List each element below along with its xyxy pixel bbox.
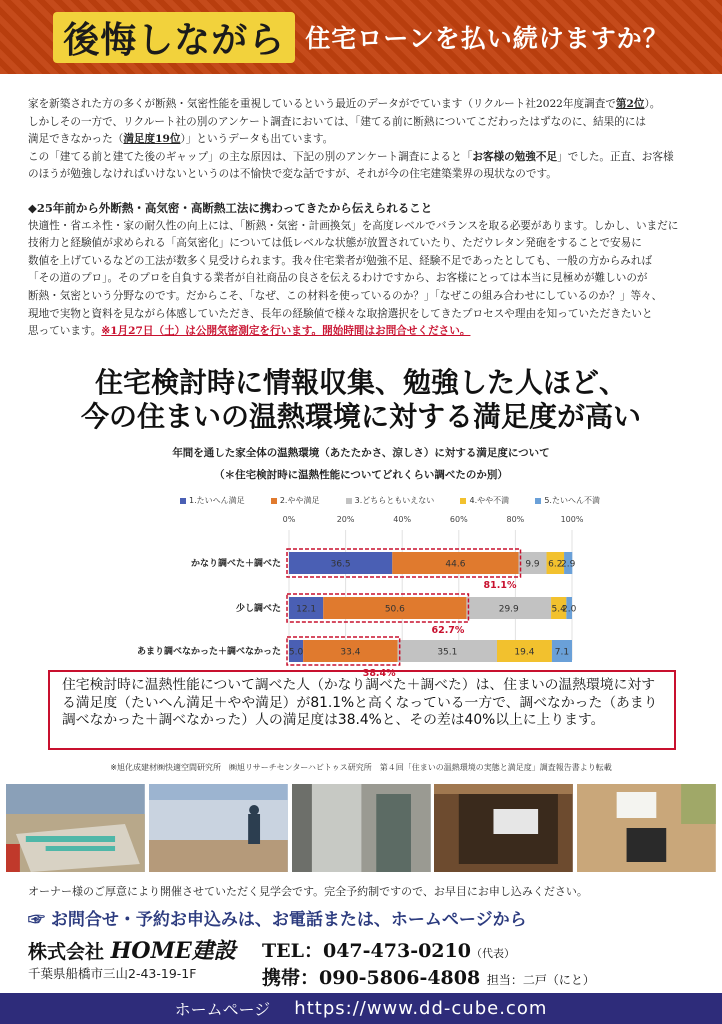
- category-label: 少し調べた: [235, 604, 281, 614]
- source-citation: ※旭化成建材㈱快適空間研究所 ㈱旭リサーチセンターハビトゥス研究所 第４回「住まいの温熱環境の実態と満足度」調査報告書より転載: [110, 763, 612, 772]
- header-banner: [0, 0, 722, 74]
- category-label: かなり調べた＋調べた: [190, 559, 281, 569]
- survey-headline-line-2: 今の住まいの温熱環境に対する満足度が高い: [80, 400, 641, 433]
- data-label: 7.1: [554, 647, 570, 658]
- section-line: 現地で実物と資料を見ながら体感していただき、長年の経験値で様々な取捨選択をしてきたプロセスや理由を知っていただきたいと: [28, 307, 653, 320]
- floor-hatch-photo: [577, 784, 716, 872]
- data-label: 9.9: [525, 559, 540, 570]
- legend-item: 1.たいへん満足: [180, 495, 245, 506]
- legend-item: 2.やや満足: [271, 495, 320, 506]
- underfloor-vent-photo: [434, 784, 573, 872]
- phone-number[interactable]: 047-473-0210: [322, 940, 471, 962]
- data-label: 2.0: [562, 604, 577, 615]
- homepage-label: ホームページ: [174, 1000, 271, 1019]
- chart-subtitle: （＊住宅検討時に温熱性能についてどれくらい調べたのか別）: [214, 469, 508, 481]
- section-line: 「その道のプロ」。そのプロを自負する業者が自社商品の良さを伝えるわけですから、お客様にとっては本当に見極めが難しいのが: [28, 272, 648, 285]
- section-line: 数値を上げているなどの工法が数多く見受けられます。我々住宅業者が勉強不足、経験不足であったとしても、一般の方からみれば: [28, 254, 653, 267]
- inquiry-line: [28, 905, 527, 930]
- survey-headline-line-1: 住宅検討時に情報収集、勉強した人ほど、: [94, 366, 627, 399]
- homepage-link[interactable]: https://www.dd-cube.com: [294, 998, 548, 1019]
- intro-line-3: 満足できなかった（満足度19位）」というデータも出ています。: [28, 133, 334, 146]
- data-label: 36.5: [330, 559, 351, 570]
- section-heading: ◆25年前から外断熱・高気密・高断熱工法に携わってきたから伝えられること: [28, 201, 433, 215]
- pointing-hand-icon: ☞: [28, 910, 45, 930]
- legend-item: 3.どちらともいえない: [346, 495, 435, 506]
- company-name: 株式会社 HOME建設: [28, 938, 236, 964]
- legend-item: 5.たいへん不満: [535, 495, 600, 506]
- phone-mobile: 携帯：090-5806-4808 担当：二戸（にと）: [262, 967, 595, 989]
- data-label: 50.6: [384, 604, 405, 615]
- data-label: 5.0: [288, 647, 304, 658]
- data-label: 5.4: [551, 604, 566, 615]
- intro-line-1: 家を新築された方の多くが断熱・気密性能を重視しているという最近のデータがでています（リクルート社2022年度調査で第2位）。: [28, 98, 661, 110]
- legend-swatch: [535, 498, 541, 504]
- total-label: 38.4%: [362, 668, 396, 679]
- legend-swatch: [180, 498, 186, 504]
- survey-headline: [0, 366, 722, 434]
- intro-line-4: この「建てる前と建てた後のギャップ」の主な原因は、下記の別のアンケート調査によると「お客様の勉強不足」でした。正直、お客様: [28, 150, 674, 163]
- total-label: 81.1%: [483, 580, 517, 591]
- data-label: 33.4: [340, 647, 361, 658]
- legend-swatch: [271, 498, 277, 504]
- data-label: 19.4: [514, 647, 535, 658]
- total-label: 62.7%: [431, 625, 465, 636]
- data-label: 2.9: [561, 559, 576, 570]
- insulation-wall-photo: [149, 784, 288, 872]
- open-house-notice: オーナー様のご厚意により開催させていただく見学会です。完全予約制ですので、お早目にお申し込みください。: [28, 885, 588, 898]
- x-tick-label: 80%: [506, 515, 525, 524]
- interior-corridor-photo: [292, 784, 431, 872]
- chart-legend: [180, 495, 600, 506]
- x-tick-label: 20%: [336, 515, 355, 524]
- construction-photo: [6, 784, 145, 872]
- x-tick-label: 100%: [560, 515, 584, 524]
- chart-title: 年間を通した家全体の温熱環境（あたたかさ、涼しさ）に対する満足度について: [172, 447, 550, 459]
- intro-text: [28, 96, 694, 184]
- data-label: 44.6: [445, 559, 466, 570]
- x-tick-label: 0%: [282, 515, 296, 524]
- photo-strip: [6, 784, 716, 872]
- inquiry-text: お問合せ・予約お申込みは、お電話または、ホームページから: [50, 910, 527, 930]
- legend-item: 4.やや不満: [460, 495, 509, 506]
- company-address: 千葉県船橋市三山2-43-19-1F: [28, 966, 197, 981]
- footer-bar: [0, 993, 722, 1024]
- data-label: 29.9: [498, 604, 519, 615]
- data-label: 12.1: [296, 604, 317, 615]
- section-line: 快適性・省エネ性・家の耐久性の向上には、「断熱・気密・計画換気」を高度レベルでバランスを取る必要があります。しかし、いまだに: [28, 219, 679, 232]
- data-label: 6.2: [548, 559, 563, 570]
- x-tick-label: 60%: [449, 515, 468, 524]
- section-line: 技術力と経験値が求められる「高気密化」については低レベルな状態が放置されていたり、ただウレタン発砲をすることで安易に: [28, 237, 642, 250]
- legend-swatch: [460, 498, 466, 504]
- banner-highlight: 後悔しながら: [53, 12, 295, 63]
- stacked-bar-chart: [0, 510, 722, 679]
- x-tick-label: 40%: [393, 515, 412, 524]
- mobile-number[interactable]: 090-5806-4808: [319, 967, 481, 989]
- intro-line-5: のほうが勉強しなければいけないというのは不愉快で変な話ですが、それが今の住宅建築業界の現状なのです。: [28, 168, 557, 181]
- intro-line-2: しかしその一方で、リクルート社の別のアンケート調査においては、「建てる前に断熱についてこだわったはずなのに、結果的には: [28, 115, 647, 128]
- section-block: [28, 200, 694, 341]
- contact-person: 担当：二戸（にと）: [486, 973, 595, 987]
- category-label: あまり調べなかった＋調べなかった: [136, 647, 281, 657]
- summary-note: 住宅検討時に温熱性能について調べた人（かなり調べた＋調べた）は、住まいの温熱環境に対する満足度（たいへん満足＋やや満足）が81.1%と高くなっている一方で、調べなかった（あまり調べなかった＋調べなかった）人の満足度は38.4%と、その差は40%以上に上ります。: [48, 670, 676, 750]
- legend-swatch: [346, 498, 352, 504]
- data-label: 35.1: [437, 647, 458, 658]
- phone-main: TEL：047-473-0210（代表）: [262, 940, 515, 962]
- section-line-last: 思っています。※1月27日（土）は公開気密測定を行います。開始時間はお問合せください。: [28, 325, 471, 338]
- section-line: 断熱・気密という分野なのです。だからこそ、「なぜ、この材料を使っているのか？」「なぜこの組み合わせにしているのか？」等々、: [28, 289, 663, 302]
- banner-title: 住宅ローンを払い続けますか？: [305, 24, 669, 53]
